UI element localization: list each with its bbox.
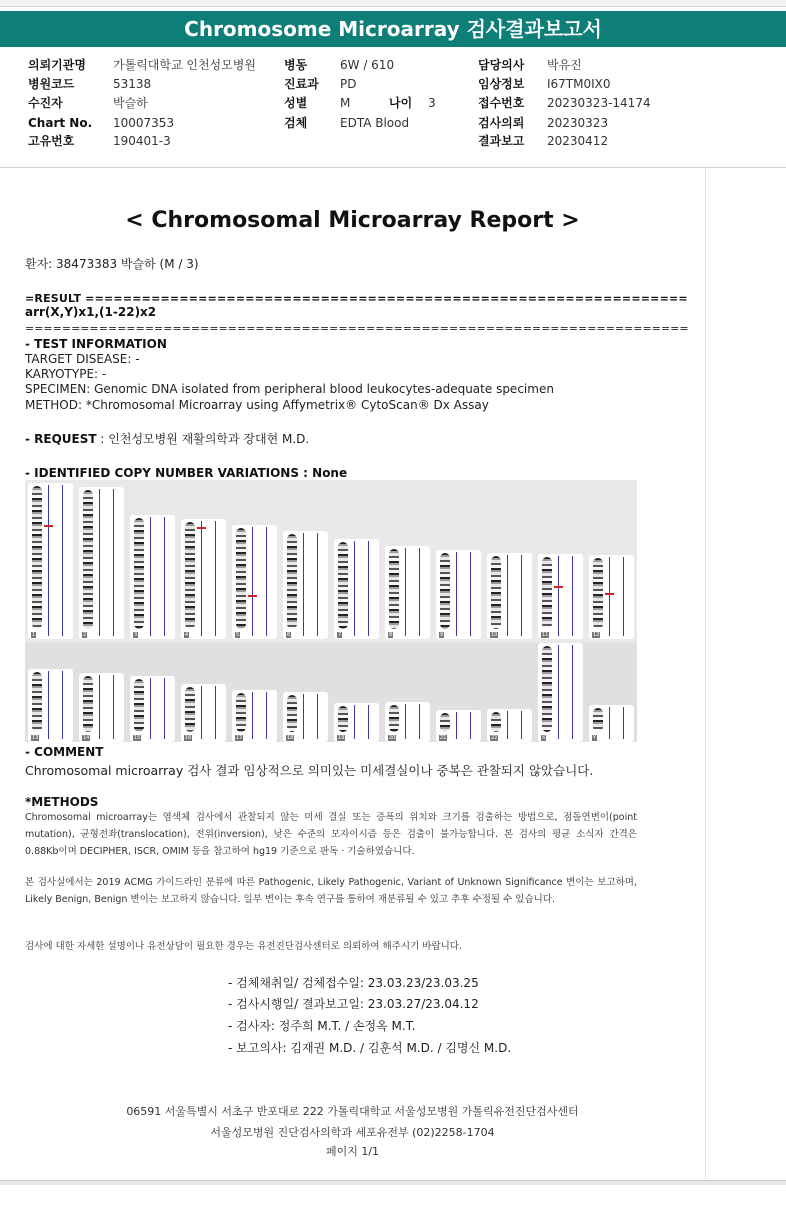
copy-number-line [62,671,63,739]
chromosome-label: 16 [185,735,192,741]
label-physician: 담당의사 [478,58,525,72]
copy-number-line [317,533,318,636]
cnv-heading: - IDENTIFIED COPY NUMBER VARIATIONS : None [25,466,348,480]
probe-marker [197,527,206,529]
result-header-line: =RESULT ================================================================ [25,292,688,305]
chromosome-band-pattern [338,706,348,732]
header-divider [0,167,786,168]
chromosome-label: 19 [338,735,345,741]
chromosome-10 [487,553,532,639]
label-hospital-code: 병원코드 [28,77,75,91]
copy-number-line [354,705,355,739]
chromosome-9 [436,550,481,639]
chromosome-6 [283,531,328,639]
chromosome-band-pattern [32,672,42,732]
copy-number-line [164,678,165,739]
specimen: SPECIMEN: Genomic DNA isolated from peripheral blood leukocytes-adequate specimen [25,382,554,396]
chromosome-band-pattern [440,713,450,732]
label-clinical-info: 임상정보 [478,77,525,91]
chromosome-band-pattern [440,553,450,629]
chromosome-5 [232,525,277,639]
chromosome-x [538,643,583,742]
label-age: 나이 [389,96,413,110]
chromosome-17 [232,690,277,742]
chromosome-band-pattern [236,528,246,629]
methods-paragraph-3: 검사에 대한 자세한 설명이나 유전상담이 필요한 경우는 유전진단검사센터로 의뢰하여 해주시기 바랍니다. [25,941,463,952]
label-requesting-institution: 의뢰기관명 [28,58,86,72]
comment-heading: - COMMENT [25,745,104,759]
copy-number-line [405,548,406,636]
footer-address: 06591 서울특별시 서초구 반포대로 222 가톨릭대학교 서울성모병원 가톨릭유전진단검사센터 [126,1105,579,1118]
label-request-date: 검사의뢰 [478,116,525,130]
chromosome-label: 12 [593,632,600,638]
value-chart-no: 10007353 [113,116,175,130]
copy-number-line [368,541,369,636]
copy-number-line [99,675,100,739]
test-information-heading: - TEST INFORMATION [25,337,167,351]
chromosome-band-pattern [83,676,93,732]
chromosome-band-pattern [185,522,195,629]
patient-summary: 환자: 38473383 박슬하 (M / 3) [25,257,199,271]
copy-number-line [368,705,369,739]
label-chart-no: Chart No. [28,116,93,130]
date-line-collection: - 검체채취일/ 검체접수일: 23.03.23/23.03.25 [228,976,479,990]
copy-number-line [572,556,573,636]
tester-line: - 검사자: 정주희 M.T. / 손정옥 M.T. [228,1019,416,1033]
chromosome-band-pattern [593,558,603,629]
value-age: 3 [428,96,436,110]
target-disease: TARGET DISEASE: - [25,352,140,366]
copy-number-line [558,645,559,739]
value-request-date: 20230323 [547,116,609,130]
chromosome-band-pattern [542,646,552,732]
chromosome-19 [334,703,379,742]
chromosome-3 [130,515,175,639]
copy-number-line [150,517,151,636]
copy-number-line [419,704,420,739]
methods-paragraph-1: Chromosomal microarray는 염색체 검사에서 관찰되지 않는 미세 결실 또는 증폭의 위치와 크기를 검출하는 방법으로, 점돌연변이(point mutation), 균형전좌(translocation), 전위(inversion), 낮은 수준의 모자이시즘 등은 검출이 불가능합니다. 본 검사의 평균 소식자 간격은 0.88Kb이며 DECIPHER, ISCR, OMIM 등을 참고하여 hg19 기준으로 판독 · 기술하였습니다. [25,812,637,857]
label-specimen: 검체 [284,116,308,130]
reporting-physician-line: - 보고의사: 김재권 M.D. / 김훈석 M.D. / 김명신 M.D. [228,1041,512,1055]
copy-number-line [558,556,559,636]
label-patient-name: 수진자 [28,96,63,110]
chromosome-13 [28,669,73,742]
report-title: < Chromosomal Microarray Report > [125,208,580,233]
copy-number-line [113,675,114,739]
chromosome-label: 1 [32,632,36,638]
label-department: 진료과 [284,77,319,91]
footer-department: 서울성모병원 진단검사의학과 세포유전부 (02)2258-1704 [210,1126,495,1139]
copy-number-line [215,686,216,739]
label-report-date: 결과보고 [478,134,525,148]
chromosome-ideogram-panel [25,480,637,742]
chromosome-band-pattern [134,518,144,629]
request-label: - REQUEST [25,432,97,446]
value-unique-id: 190401-3 [113,134,171,148]
chromosome-label: 2 [83,632,87,638]
chromosome-label: X [542,735,546,741]
value-clinical-info: I67TM0IX0 [547,77,611,91]
chromosome-8 [385,546,430,639]
value-department: PD [340,77,357,91]
copy-number-line [303,694,304,739]
chromosome-label: 17 [236,735,243,741]
chromosome-label: 8 [389,632,393,638]
value-hospital-code: 53138 [113,77,152,91]
copy-number-line [201,521,202,636]
top-frame-edge [0,0,786,7]
bottom-frame-edge [0,1180,786,1185]
value-physician: 박유진 [547,58,582,72]
chromosome-label: 22 [491,735,498,741]
chromosome-22 [487,709,532,742]
date-line-test: - 검사시행일/ 결과보고일: 23.03.27/23.04.12 [228,997,479,1011]
right-margin-strip [705,168,786,1179]
copy-number-line [201,686,202,739]
copy-number-line [317,694,318,739]
chromosome-7 [334,539,379,639]
chromosome-band-pattern [542,557,552,629]
value-sex: M [340,96,351,110]
chromosome-band-pattern [287,695,297,732]
probe-marker [248,595,257,597]
chromosome-label: 15 [134,735,141,741]
copy-number-line [521,711,522,739]
chromosome-y [589,705,634,742]
request-value: : 인천성모병원 재활의학과 장대현 M.D. [100,432,310,446]
copy-number-line [623,707,624,739]
chromosome-label: 20 [389,735,396,741]
chromosome-16 [181,684,226,742]
label-sex: 성별 [284,96,308,110]
chromosome-band-pattern [83,490,93,629]
chromosome-21 [436,710,481,742]
chromosome-12 [589,555,634,639]
copy-number-line [48,485,49,636]
copy-number-line [266,527,267,636]
copy-number-line [113,489,114,636]
chromosome-label: 13 [32,735,39,741]
chromosome-4 [181,519,226,639]
label-accession-no: 접수번호 [478,96,525,110]
chromosome-label: 4 [185,632,189,638]
result-value: arr(X,Y)x1,(1-22)x2 [25,305,157,319]
methods-paragraph-2: 본 검사실에서는 2019 ACMG 가이드라인 분류에 따른 Pathogenic, Likely Pathogenic, Variant of Unknown Significance 변이는 보고하며, Likely Benign, Benign 변이는 보고하지 않습니다. 일부 변이는 후속 연구를 통하여 재분류될 수 있고 추후 수정될 수 있습니다. [25,877,637,905]
probe-marker [605,593,614,595]
chromosome-band-pattern [593,708,603,732]
copy-number-line [252,692,253,739]
chromosome-band-pattern [491,556,501,629]
copy-number-line [609,707,610,739]
copy-number-line [215,521,216,636]
copy-number-line [521,555,522,636]
copy-number-line [507,711,508,739]
chromosome-label: 9 [440,632,444,638]
copy-number-line [303,533,304,636]
copy-number-line [572,645,573,739]
chromosome-label: Y [593,735,597,741]
chromosome-band-pattern [338,542,348,629]
copy-number-line [456,712,457,739]
label-ward: 병동 [284,58,308,72]
chromosome-label: 6 [287,632,291,638]
copy-number-line [48,671,49,739]
chromosome-band-pattern [236,693,246,732]
footer-page-number: 페이지 1/1 [325,1145,380,1158]
chromosome-label: 7 [338,632,342,638]
chromosome-20 [385,702,430,742]
chromosome-label: 3 [134,632,138,638]
chromosome-15 [130,676,175,742]
chromosome-label: 10 [491,632,498,638]
copy-number-line [62,485,63,636]
value-accession-no: 20230323-14174 [547,96,651,110]
copy-number-line [470,552,471,636]
chromosome-label: 5 [236,632,240,638]
comment-text: Chromosomal microarray 검사 결과 임상적으로 의미있는 미세결실이나 중복은 관찰되지 않았습니다. [25,763,594,778]
chromosome-band-pattern [389,549,399,629]
chromosome-band-pattern [134,679,144,732]
copy-number-line [252,527,253,636]
chromosome-2 [79,487,124,639]
chromosome-14 [79,673,124,742]
copy-number-line [99,489,100,636]
chromosome-band-pattern [185,687,195,732]
value-requesting-institution: 가톨릭대학교 인천성모병원 [113,58,256,72]
copy-number-line [150,678,151,739]
copy-number-line [405,704,406,739]
copy-number-line [470,712,471,739]
request-line [25,432,309,447]
value-patient-name: 박슬하 [113,96,148,110]
chromosome-band-pattern [389,705,399,732]
chromosome-band-pattern [491,712,501,732]
copy-number-line [419,548,420,636]
chromosome-label: 21 [440,735,447,741]
methods-heading: *METHODS [25,795,99,809]
chromosome-18 [283,692,328,742]
probe-marker [44,525,53,527]
value-ward: 6W / 610 [340,58,395,72]
chromosome-band-pattern [287,534,297,629]
copy-number-line [507,555,508,636]
copy-number-line [266,692,267,739]
karyotype: KARYOTYPE: - [25,367,107,381]
value-report-date: 20230412 [547,134,609,148]
chromosome-label: 11 [542,632,549,638]
label-unique-id: 고유번호 [28,134,75,148]
report-banner: Chromosome Microarray 검사결과보고서 [0,11,786,47]
chromosome-label: 14 [83,735,90,741]
chromosome-band-pattern [32,486,42,629]
chromosome-1 [28,483,73,639]
method: METHOD: *Chromosomal Microarray using Affymetrix® CytoScan® Dx Assay [25,398,489,412]
copy-number-line [354,541,355,636]
copy-number-line [456,552,457,636]
copy-number-line [609,557,610,636]
copy-number-line [164,517,165,636]
chromosome-11 [538,554,583,639]
value-specimen: EDTA Blood [340,116,410,130]
chromosome-label: 18 [287,735,294,741]
probe-marker [554,586,563,588]
copy-number-line [623,557,624,636]
result-separator: ======================================================================== [25,322,689,335]
